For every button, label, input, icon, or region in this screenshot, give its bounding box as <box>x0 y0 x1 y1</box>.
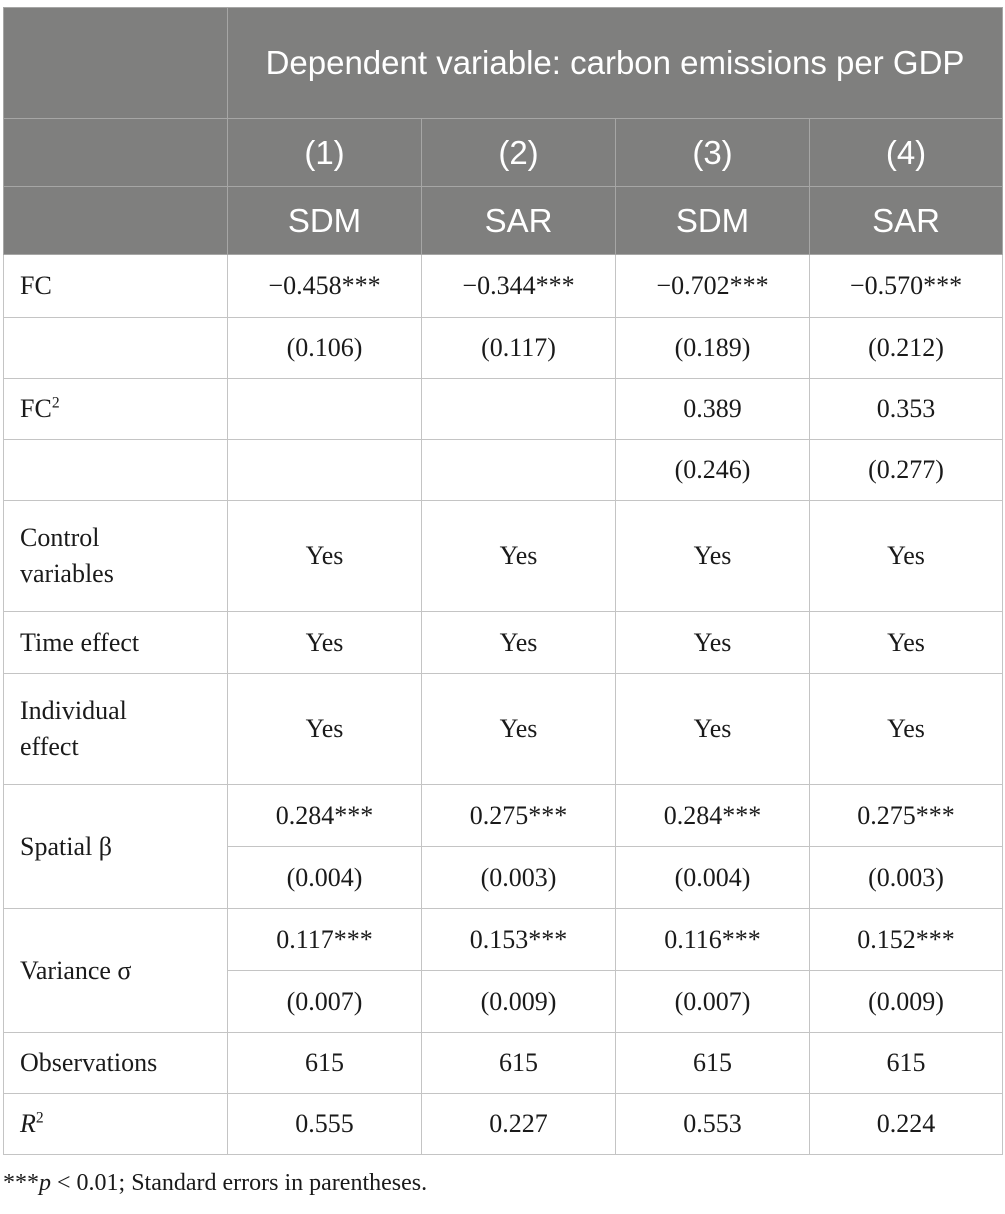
table-row <box>4 785 1003 847</box>
table-cell: 0.227 <box>422 1094 616 1155</box>
table-cell: (0.003) <box>422 847 616 909</box>
table-cell: 615 <box>228 1033 422 1094</box>
table-cell: −0.702*** <box>616 255 810 318</box>
row-label-spatial-beta: Spatial β <box>4 785 228 909</box>
table-cell: Yes <box>228 674 422 785</box>
table-cell: −0.344*** <box>422 255 616 318</box>
table-row <box>4 440 1003 501</box>
table-cell: (0.246) <box>616 440 810 501</box>
table-cell: −0.458*** <box>228 255 422 318</box>
table-cell: 615 <box>810 1033 1003 1094</box>
table-cell: (0.277) <box>810 440 1003 501</box>
header-empty-cell <box>4 187 228 255</box>
table-cell: Yes <box>422 612 616 674</box>
table-row <box>4 909 1003 971</box>
table-cell: 0.284*** <box>228 785 422 847</box>
row-label-line: variables <box>20 559 114 588</box>
row-label-text: R <box>20 1109 36 1138</box>
table-cell: Yes <box>616 612 810 674</box>
table-cell: 0.553 <box>616 1094 810 1155</box>
row-label-line: Control <box>20 523 100 552</box>
table-cell: (0.004) <box>616 847 810 909</box>
table-cell <box>422 440 616 501</box>
table-footnote <box>3 1170 427 1197</box>
table-cell: (0.189) <box>616 318 810 379</box>
row-label-line: Individual <box>20 696 127 725</box>
header-row-numbers <box>4 119 1003 187</box>
column-model: SDM <box>228 187 422 255</box>
column-number: (3) <box>616 119 810 187</box>
row-label-fc: FC <box>4 255 228 318</box>
table-cell: 615 <box>616 1033 810 1094</box>
table-cell: (0.007) <box>616 971 810 1033</box>
row-label-line: effect <box>20 732 79 761</box>
table-row <box>4 318 1003 379</box>
footnote-text: < 0.01; Standard errors in parentheses. <box>51 1170 428 1196</box>
table-cell: Yes <box>616 674 810 785</box>
superscript: 2 <box>51 394 60 412</box>
table-cell: 0.284*** <box>616 785 810 847</box>
table-cell: (0.003) <box>810 847 1003 909</box>
header-empty-cell <box>4 119 228 187</box>
table-row <box>4 674 1003 785</box>
row-label-observations: Observations <box>4 1033 228 1094</box>
row-label-individual-effect <box>4 674 228 785</box>
column-model: SDM <box>616 187 810 255</box>
table-cell <box>228 440 422 501</box>
table-cell: (0.009) <box>810 971 1003 1033</box>
table-cell: 0.152*** <box>810 909 1003 971</box>
column-number: (1) <box>228 119 422 187</box>
table-cell: 615 <box>422 1033 616 1094</box>
table-cell <box>228 379 422 440</box>
table-cell: (0.007) <box>228 971 422 1033</box>
table-cell: 0.116*** <box>616 909 810 971</box>
table-cell: (0.009) <box>422 971 616 1033</box>
row-label-r-squared <box>4 1094 228 1155</box>
table-cell: Yes <box>422 501 616 612</box>
table-cell: (0.004) <box>228 847 422 909</box>
table-row <box>4 612 1003 674</box>
table-cell: Yes <box>228 501 422 612</box>
table-row <box>4 379 1003 440</box>
table-cell: Yes <box>422 674 616 785</box>
footnote-p-symbol: p <box>39 1170 51 1196</box>
table-cell: (0.117) <box>422 318 616 379</box>
row-label-time-effect: Time effect <box>4 612 228 674</box>
row-label-text: FC <box>20 394 52 423</box>
table-cell: 0.389 <box>616 379 810 440</box>
table-row <box>4 1094 1003 1155</box>
table-cell: 0.275*** <box>810 785 1003 847</box>
table-row <box>4 501 1003 612</box>
table-cell: Yes <box>810 612 1003 674</box>
row-label-control-variables <box>4 501 228 612</box>
column-number: (4) <box>810 119 1003 187</box>
table-cell: 0.117*** <box>228 909 422 971</box>
column-model: SAR <box>422 187 616 255</box>
table-cell: Yes <box>616 501 810 612</box>
table-row <box>4 1033 1003 1094</box>
column-model: SAR <box>810 187 1003 255</box>
table-cell: −0.570*** <box>810 255 1003 318</box>
row-label-variance-sigma: Variance σ <box>4 909 228 1033</box>
column-number: (2) <box>422 119 616 187</box>
header-row-dependent <box>4 8 1003 119</box>
table-cell: Yes <box>810 501 1003 612</box>
footnote-stars: *** <box>3 1170 39 1196</box>
row-label-empty <box>4 318 228 379</box>
table-row <box>4 255 1003 318</box>
table-cell: (0.106) <box>228 318 422 379</box>
row-label-empty <box>4 440 228 501</box>
table-cell: 0.153*** <box>422 909 616 971</box>
regression-table <box>3 7 1003 1155</box>
table-cell: Yes <box>228 612 422 674</box>
header-row-models <box>4 187 1003 255</box>
table-cell: 0.275*** <box>422 785 616 847</box>
table-cell: (0.212) <box>810 318 1003 379</box>
header-empty-cell <box>4 8 228 119</box>
table-cell: 0.555 <box>228 1094 422 1155</box>
table-cell: Yes <box>810 674 1003 785</box>
dependent-variable-header: Dependent variable: carbon emissions per GDP <box>228 8 1003 119</box>
table-cell <box>422 379 616 440</box>
superscript: 2 <box>35 1109 44 1127</box>
row-label-fc-squared <box>4 379 228 440</box>
table-cell: 0.353 <box>810 379 1003 440</box>
table-cell: 0.224 <box>810 1094 1003 1155</box>
